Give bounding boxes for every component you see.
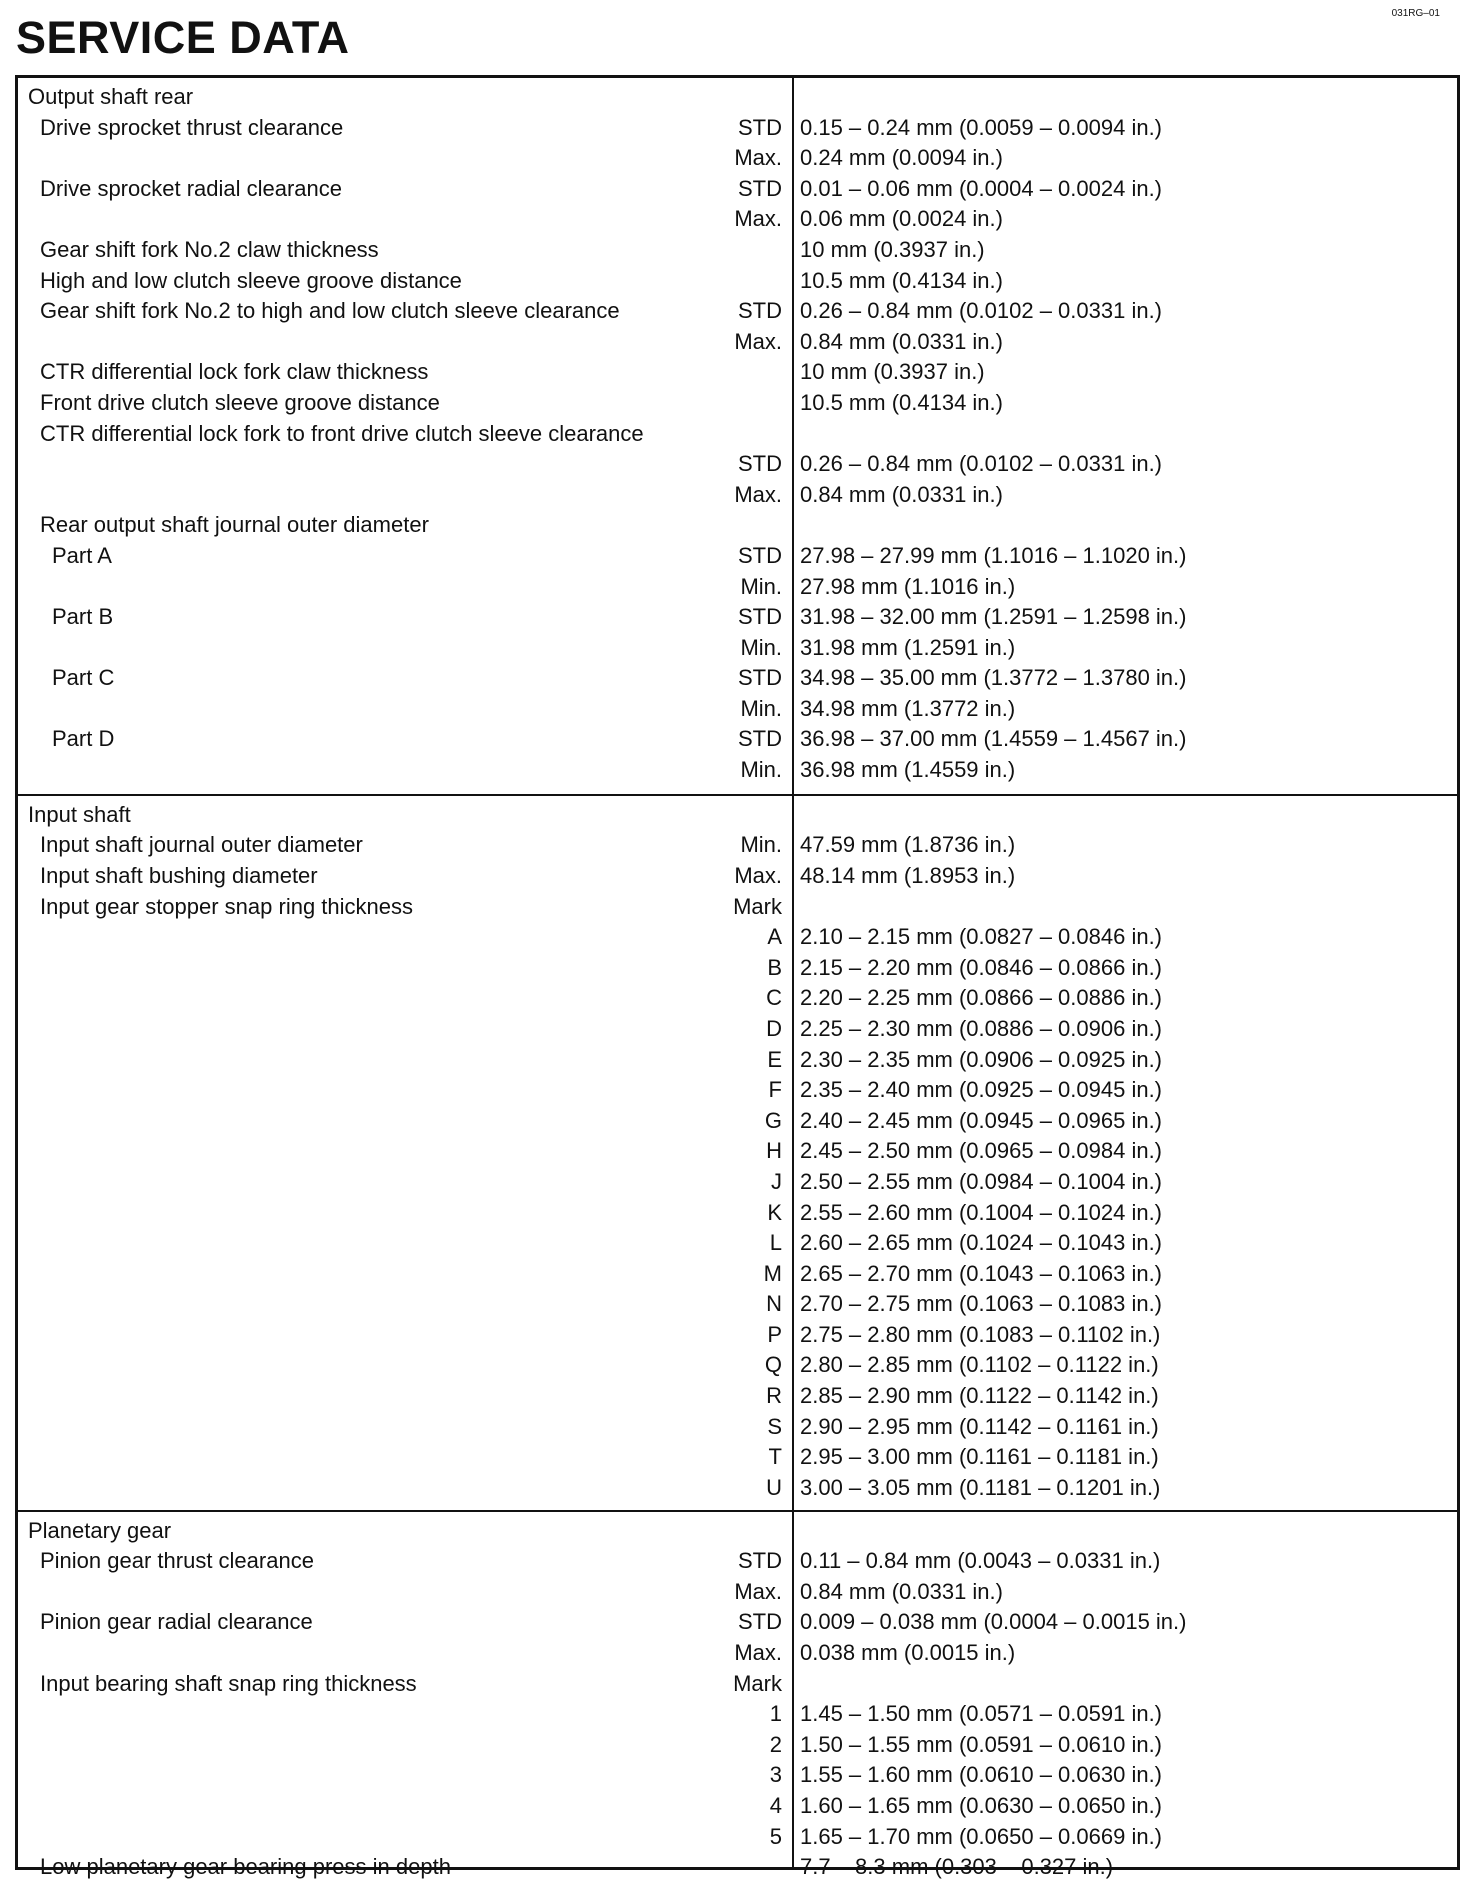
- spec-value: 1.45 – 1.50 mm (0.0571 – 0.0591 in.): [800, 1701, 1163, 1727]
- spec-row: [18, 1412, 1457, 1443]
- spec-value: 2.50 – 2.55 mm (0.0984 – 0.1004 in.): [800, 1168, 1163, 1194]
- spec-label: Gear shift fork No.2 to high and low clutch sleeve clearance: [40, 298, 620, 324]
- spec-row: [18, 861, 1457, 892]
- spec-label: Part D: [52, 726, 115, 752]
- spec-row: [18, 1075, 1457, 1106]
- spec-value: 34.98 – 35.00 mm (1.3772 – 1.3780 in.): [800, 665, 1187, 691]
- spec-label: Drive sprocket thrust clearance: [40, 114, 344, 140]
- spec-qualifier: M: [763, 1260, 782, 1286]
- spec-qualifier: Min.: [740, 832, 782, 858]
- spec-qualifier: L: [769, 1230, 782, 1256]
- spec-value: 0.009 – 0.038 mm (0.0004 – 0.0015 in.): [800, 1609, 1187, 1635]
- spec-value: 0.01 – 0.06 mm (0.0004 – 0.0024 in.): [800, 175, 1163, 201]
- spec-label: Part B: [52, 604, 114, 630]
- spec-qualifier: 5: [769, 1823, 782, 1849]
- spec-value: 2.85 – 2.90 mm (0.1122 – 0.1142 in.): [800, 1383, 1159, 1409]
- spec-row: [18, 755, 1457, 786]
- spec-label: High and low clutch sleeve groove distance: [40, 267, 462, 293]
- spec-qualifier: S: [767, 1413, 782, 1439]
- spec-label: Drive sprocket radial clearance: [40, 175, 343, 201]
- spec-value: 31.98 mm (1.2591 in.): [800, 634, 1016, 660]
- spec-row: [18, 510, 1457, 541]
- spec-row: [18, 388, 1457, 419]
- spec-qualifier: Min.: [740, 573, 782, 599]
- spec-qualifier: D: [766, 1015, 782, 1041]
- spec-qualifier: STD: [738, 604, 782, 630]
- spec-value: 0.24 mm (0.0094 in.): [800, 145, 1003, 171]
- spec-row: [18, 892, 1457, 923]
- spec-qualifier: U: [766, 1474, 782, 1500]
- spec-label: Input gear stopper snap ring thickness: [40, 893, 414, 919]
- spec-qualifier: Mark: [733, 893, 782, 919]
- spec-value: 0.038 mm (0.0015 in.): [800, 1639, 1016, 1665]
- spec-row: [18, 204, 1457, 235]
- spec-label: Gear shift fork No.2 claw thickness: [40, 236, 379, 262]
- section-output-shaft-rear: [18, 78, 1457, 794]
- spec-label: Input bearing shaft snap ring thickness: [40, 1670, 417, 1696]
- spec-qualifier: B: [767, 954, 782, 980]
- spec-row: [18, 1607, 1457, 1638]
- spec-value: 10.5 mm (0.4134 in.): [800, 389, 1003, 415]
- spec-qualifier: K: [767, 1199, 782, 1225]
- spec-qualifier: C: [766, 985, 782, 1011]
- document-code: 031RG–01: [1391, 8, 1440, 19]
- spec-qualifier: N: [766, 1291, 782, 1317]
- spec-label: CTR differential lock fork to front drive clutch sleeve clearance: [40, 420, 644, 446]
- spec-row: [18, 1381, 1457, 1412]
- spec-qualifier: Q: [764, 1352, 782, 1378]
- spec-row: [18, 953, 1457, 984]
- section-heading: Planetary gear: [28, 1517, 172, 1543]
- section-planetary-gear: [18, 1510, 1457, 1889]
- spec-row: [18, 724, 1457, 755]
- spec-value: 0.11 – 0.84 mm (0.0043 – 0.0331 in.): [800, 1548, 1161, 1574]
- spec-value: 2.40 – 2.45 mm (0.0945 – 0.0965 in.): [800, 1107, 1163, 1133]
- spec-value: 0.06 mm (0.0024 in.): [800, 206, 1003, 232]
- spec-qualifier: 2: [769, 1731, 782, 1757]
- spec-qualifier: STD: [738, 726, 782, 752]
- spec-row: [18, 1014, 1457, 1045]
- spec-row: [18, 296, 1457, 327]
- spec-qualifier: G: [764, 1107, 782, 1133]
- spec-label: Part A: [52, 542, 112, 568]
- spec-row: [18, 694, 1457, 725]
- spec-value: 2.25 – 2.30 mm (0.0886 – 0.0906 in.): [800, 1015, 1163, 1041]
- spec-qualifier: A: [767, 924, 782, 950]
- spec-qualifier: Mark: [733, 1670, 782, 1696]
- spec-value: 2.20 – 2.25 mm (0.0866 – 0.0886 in.): [800, 985, 1163, 1011]
- spec-row: [18, 480, 1457, 511]
- spec-row: [18, 1638, 1457, 1669]
- spec-value: 1.55 – 1.60 mm (0.0610 – 0.0630 in.): [800, 1762, 1163, 1788]
- spec-value: 2.10 – 2.15 mm (0.0827 – 0.0846 in.): [800, 924, 1163, 950]
- spec-qualifier: STD: [738, 542, 782, 568]
- spec-qualifier: 3: [769, 1762, 782, 1788]
- spec-qualifier: J: [771, 1168, 782, 1194]
- spec-qualifier: Min.: [740, 634, 782, 660]
- spec-row: [18, 1320, 1457, 1351]
- spec-value: 7.7 – 8.3 mm (0.303 – 0.327 in.): [800, 1854, 1114, 1880]
- spec-row: [18, 1669, 1457, 1700]
- spec-value: 10 mm (0.3937 in.): [800, 236, 985, 262]
- spec-row: [18, 541, 1457, 572]
- spec-qualifier: STD: [738, 1609, 782, 1635]
- spec-qualifier: 1: [769, 1701, 782, 1727]
- spec-value: 34.98 mm (1.3772 in.): [800, 695, 1016, 721]
- spec-row: [18, 174, 1457, 205]
- spec-value: 2.80 – 2.85 mm (0.1102 – 0.1122 in.): [800, 1352, 1159, 1378]
- spec-row: [18, 572, 1457, 603]
- spec-value: 47.59 mm (1.8736 in.): [800, 832, 1016, 858]
- spec-value: 2.95 – 3.00 mm (0.1161 – 0.1181 in.): [800, 1444, 1159, 1470]
- spec-value: 2.15 – 2.20 mm (0.0846 – 0.0866 in.): [800, 954, 1163, 980]
- page-title: SERVICE DATA: [16, 12, 350, 63]
- spec-label: Low planetary gear bearing press in depth: [40, 1854, 451, 1880]
- spec-value: 36.98 – 37.00 mm (1.4559 – 1.4567 in.): [800, 726, 1187, 752]
- spec-value: 2.75 – 2.80 mm (0.1083 – 0.1102 in.): [800, 1321, 1161, 1347]
- spec-qualifier: Min.: [740, 695, 782, 721]
- spec-qualifier: 4: [769, 1792, 782, 1818]
- spec-row: [18, 357, 1457, 388]
- spec-qualifier: P: [767, 1321, 782, 1347]
- spec-value: 2.60 – 2.65 mm (0.1024 – 0.1043 in.): [800, 1230, 1163, 1256]
- spec-value: 0.84 mm (0.0331 in.): [800, 328, 1003, 354]
- spec-value: 0.15 – 0.24 mm (0.0059 – 0.0094 in.): [800, 114, 1163, 140]
- spec-value: 2.30 – 2.35 mm (0.0906 – 0.0925 in.): [800, 1046, 1163, 1072]
- spec-row: [18, 1852, 1457, 1883]
- spec-value: 48.14 mm (1.8953 in.): [800, 862, 1016, 888]
- spec-qualifier: Max.: [734, 862, 782, 888]
- spec-qualifier: R: [766, 1383, 782, 1409]
- spec-value: 2.35 – 2.40 mm (0.0925 – 0.0945 in.): [800, 1077, 1163, 1103]
- spec-qualifier: H: [766, 1138, 782, 1164]
- spec-row: [18, 1699, 1457, 1730]
- spec-row: [18, 113, 1457, 144]
- spec-row: [18, 266, 1457, 297]
- spec-row: [18, 235, 1457, 266]
- spec-row: [18, 1228, 1457, 1259]
- spec-value: 1.50 – 1.55 mm (0.0591 – 0.0610 in.): [800, 1731, 1163, 1757]
- spec-value: 1.65 – 1.70 mm (0.0650 – 0.0669 in.): [800, 1823, 1163, 1849]
- spec-row: [18, 449, 1457, 480]
- spec-value: 27.98 – 27.99 mm (1.1016 – 1.1020 in.): [800, 542, 1187, 568]
- spec-qualifier: Max.: [734, 1639, 782, 1665]
- spec-value: 31.98 – 32.00 mm (1.2591 – 1.2598 in.): [800, 604, 1187, 630]
- spec-value: 1.60 – 1.65 mm (0.0630 – 0.0650 in.): [800, 1792, 1163, 1818]
- spec-label: Part C: [52, 665, 115, 691]
- spec-row: [18, 1760, 1457, 1791]
- spec-row: [18, 1289, 1457, 1320]
- spec-value: 10 mm (0.3937 in.): [800, 359, 985, 385]
- spec-value: 2.90 – 2.95 mm (0.1142 – 0.1161 in.): [800, 1413, 1159, 1439]
- spec-qualifier: Max.: [734, 1578, 782, 1604]
- spec-row: [18, 663, 1457, 694]
- spec-row: [18, 1442, 1457, 1473]
- spec-row: [18, 1106, 1457, 1137]
- spec-row: [18, 830, 1457, 861]
- spec-row: [18, 327, 1457, 358]
- spec-qualifier: STD: [738, 175, 782, 201]
- spec-qualifier: Max.: [734, 481, 782, 507]
- spec-qualifier: STD: [738, 665, 782, 691]
- spec-qualifier: E: [767, 1046, 782, 1072]
- spec-row: [18, 1791, 1457, 1822]
- spec-qualifier: Min.: [740, 757, 782, 783]
- spec-value: 0.26 – 0.84 mm (0.0102 – 0.0331 in.): [800, 298, 1163, 324]
- spec-value: 10.5 mm (0.4134 in.): [800, 267, 1003, 293]
- spec-qualifier: STD: [738, 114, 782, 140]
- spec-value: 3.00 – 3.05 mm (0.1181 – 0.1201 in.): [800, 1474, 1161, 1500]
- spec-row: [18, 1577, 1457, 1608]
- spec-row: [18, 1259, 1457, 1290]
- spec-qualifier: STD: [738, 1548, 782, 1574]
- spec-value: 0.84 mm (0.0331 in.): [800, 1578, 1003, 1604]
- spec-value: 27.98 mm (1.1016 in.): [800, 573, 1016, 599]
- spec-value: 36.98 mm (1.4559 in.): [800, 757, 1016, 783]
- spec-row: [18, 1045, 1457, 1076]
- spec-row: [18, 1136, 1457, 1167]
- spec-row: [18, 1473, 1457, 1504]
- section-input-shaft: [18, 794, 1457, 1510]
- spec-row: [18, 1350, 1457, 1381]
- spec-qualifier: Max.: [734, 328, 782, 354]
- spec-label: Pinion gear thrust clearance: [40, 1548, 314, 1574]
- spec-row: [18, 1167, 1457, 1198]
- section-heading: Input shaft: [28, 801, 131, 827]
- spec-label: Input shaft bushing diameter: [40, 862, 318, 888]
- spec-label: Rear output shaft journal outer diameter: [40, 512, 429, 538]
- spec-value: 2.65 – 2.70 mm (0.1043 – 0.1063 in.): [800, 1260, 1163, 1286]
- section-heading: Output shaft rear: [28, 84, 194, 109]
- spec-label: CTR differential lock fork claw thickness: [40, 359, 429, 385]
- spec-value: 0.26 – 0.84 mm (0.0102 – 0.0331 in.): [800, 451, 1163, 477]
- spec-row: [18, 143, 1457, 174]
- spec-qualifier: T: [768, 1444, 782, 1470]
- spec-row: [18, 1822, 1457, 1853]
- service-data-table: [15, 75, 1460, 1880]
- spec-qualifier: STD: [738, 298, 782, 324]
- spec-label: Input shaft journal outer diameter: [40, 832, 363, 858]
- spec-value: 2.55 – 2.60 mm (0.1004 – 0.1024 in.): [800, 1199, 1163, 1225]
- spec-label: Pinion gear radial clearance: [40, 1609, 313, 1635]
- spec-row: [18, 1546, 1457, 1577]
- spec-row: [18, 1730, 1457, 1761]
- spec-value: 2.70 – 2.75 mm (0.1063 – 0.1083 in.): [800, 1291, 1163, 1317]
- spec-qualifier: F: [768, 1077, 782, 1103]
- spec-row: [18, 1198, 1457, 1229]
- spec-label: Front drive clutch sleeve groove distance: [40, 389, 440, 415]
- spec-qualifier: STD: [738, 451, 782, 477]
- spec-value: 2.45 – 2.50 mm (0.0965 – 0.0984 in.): [800, 1138, 1163, 1164]
- spec-row: [18, 419, 1457, 450]
- spec-row: [18, 983, 1457, 1014]
- spec-value: 0.84 mm (0.0331 in.): [800, 481, 1003, 507]
- spec-row: [18, 633, 1457, 664]
- spec-row: [18, 602, 1457, 633]
- spec-qualifier: Max.: [734, 206, 782, 232]
- spec-row: [18, 922, 1457, 953]
- spec-qualifier: Max.: [734, 145, 782, 171]
